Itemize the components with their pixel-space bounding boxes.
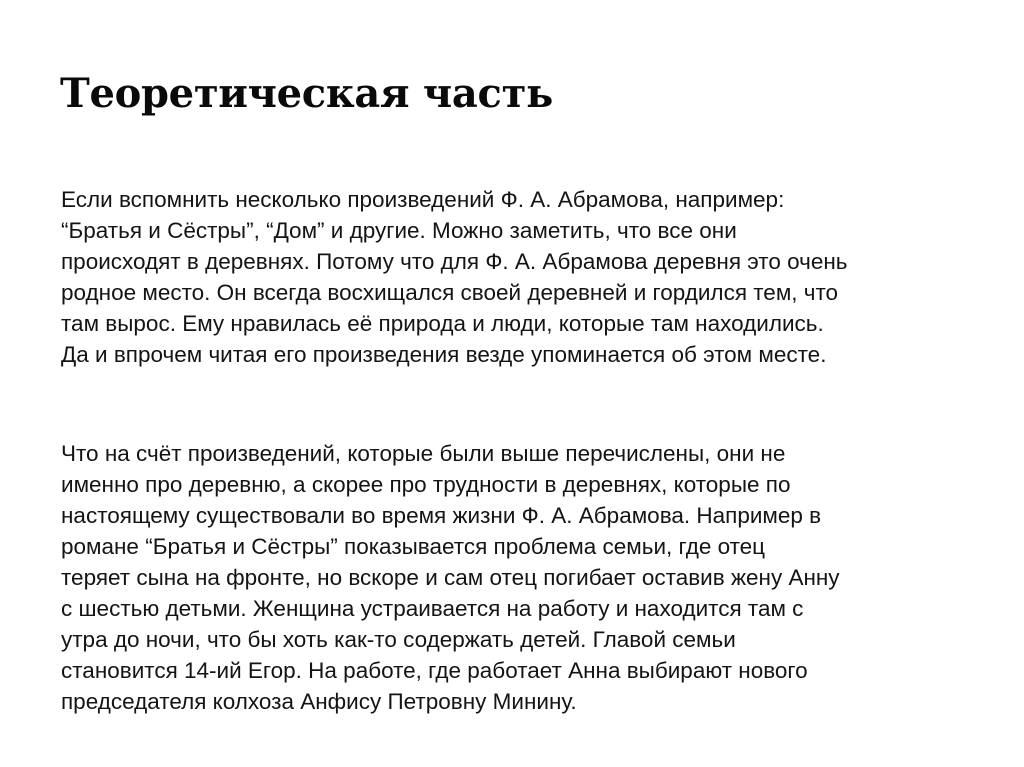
text-line: происходят в деревнях. Потому что для Ф. А. Абрамова деревня это очень: [61, 249, 848, 274]
text-line: председателя колхоза Анфису Петровну Минину.: [61, 689, 577, 714]
text-line: родное место. Он всегда восхищался своей деревней и гордился тем, что: [61, 280, 839, 305]
text-line: Если вспомнить несколько произведений Ф. А. Абрамова, например:: [61, 187, 785, 212]
text-line: настоящему существовали во время жизни Ф. А. Абрамова. Например в: [61, 503, 822, 528]
text-line: теряет сына на фронте, но вскоре и сам отец погибает оставив жену Анну: [61, 565, 840, 590]
text-line: “Братья и Сёстры”, “Дом” и другие. Можно заметить, что все они: [61, 218, 737, 243]
text-line: Что на счёт произведений, которые были выше перечислены, они не: [61, 441, 786, 466]
text-line: Да и впрочем читая его произведения везде упоминается об этом месте.: [61, 342, 827, 367]
text-line: с шестью детьми. Женщина устраивается на работу и находится там с: [61, 596, 804, 621]
text-line: романе “Братья и Сёстры” показывается проблема семьи, где отец: [61, 534, 766, 559]
paragraph-1: [61, 184, 848, 370]
text-line: там вырос. Ему нравилась её природа и люди, которые там находились.: [61, 311, 824, 336]
text-line: утра до ночи, что бы хоть как-то содержать детей. Главой семьи: [61, 627, 736, 652]
paragraph-2: [61, 438, 840, 717]
slide-title: Теоретическая часть: [60, 70, 553, 117]
text-line: становится 14-ий Егор. На работе, где работает Анна выбирают нового: [61, 658, 808, 683]
text-line: именно про деревню, а скорее про трудности в деревнях, которые по: [61, 472, 791, 497]
